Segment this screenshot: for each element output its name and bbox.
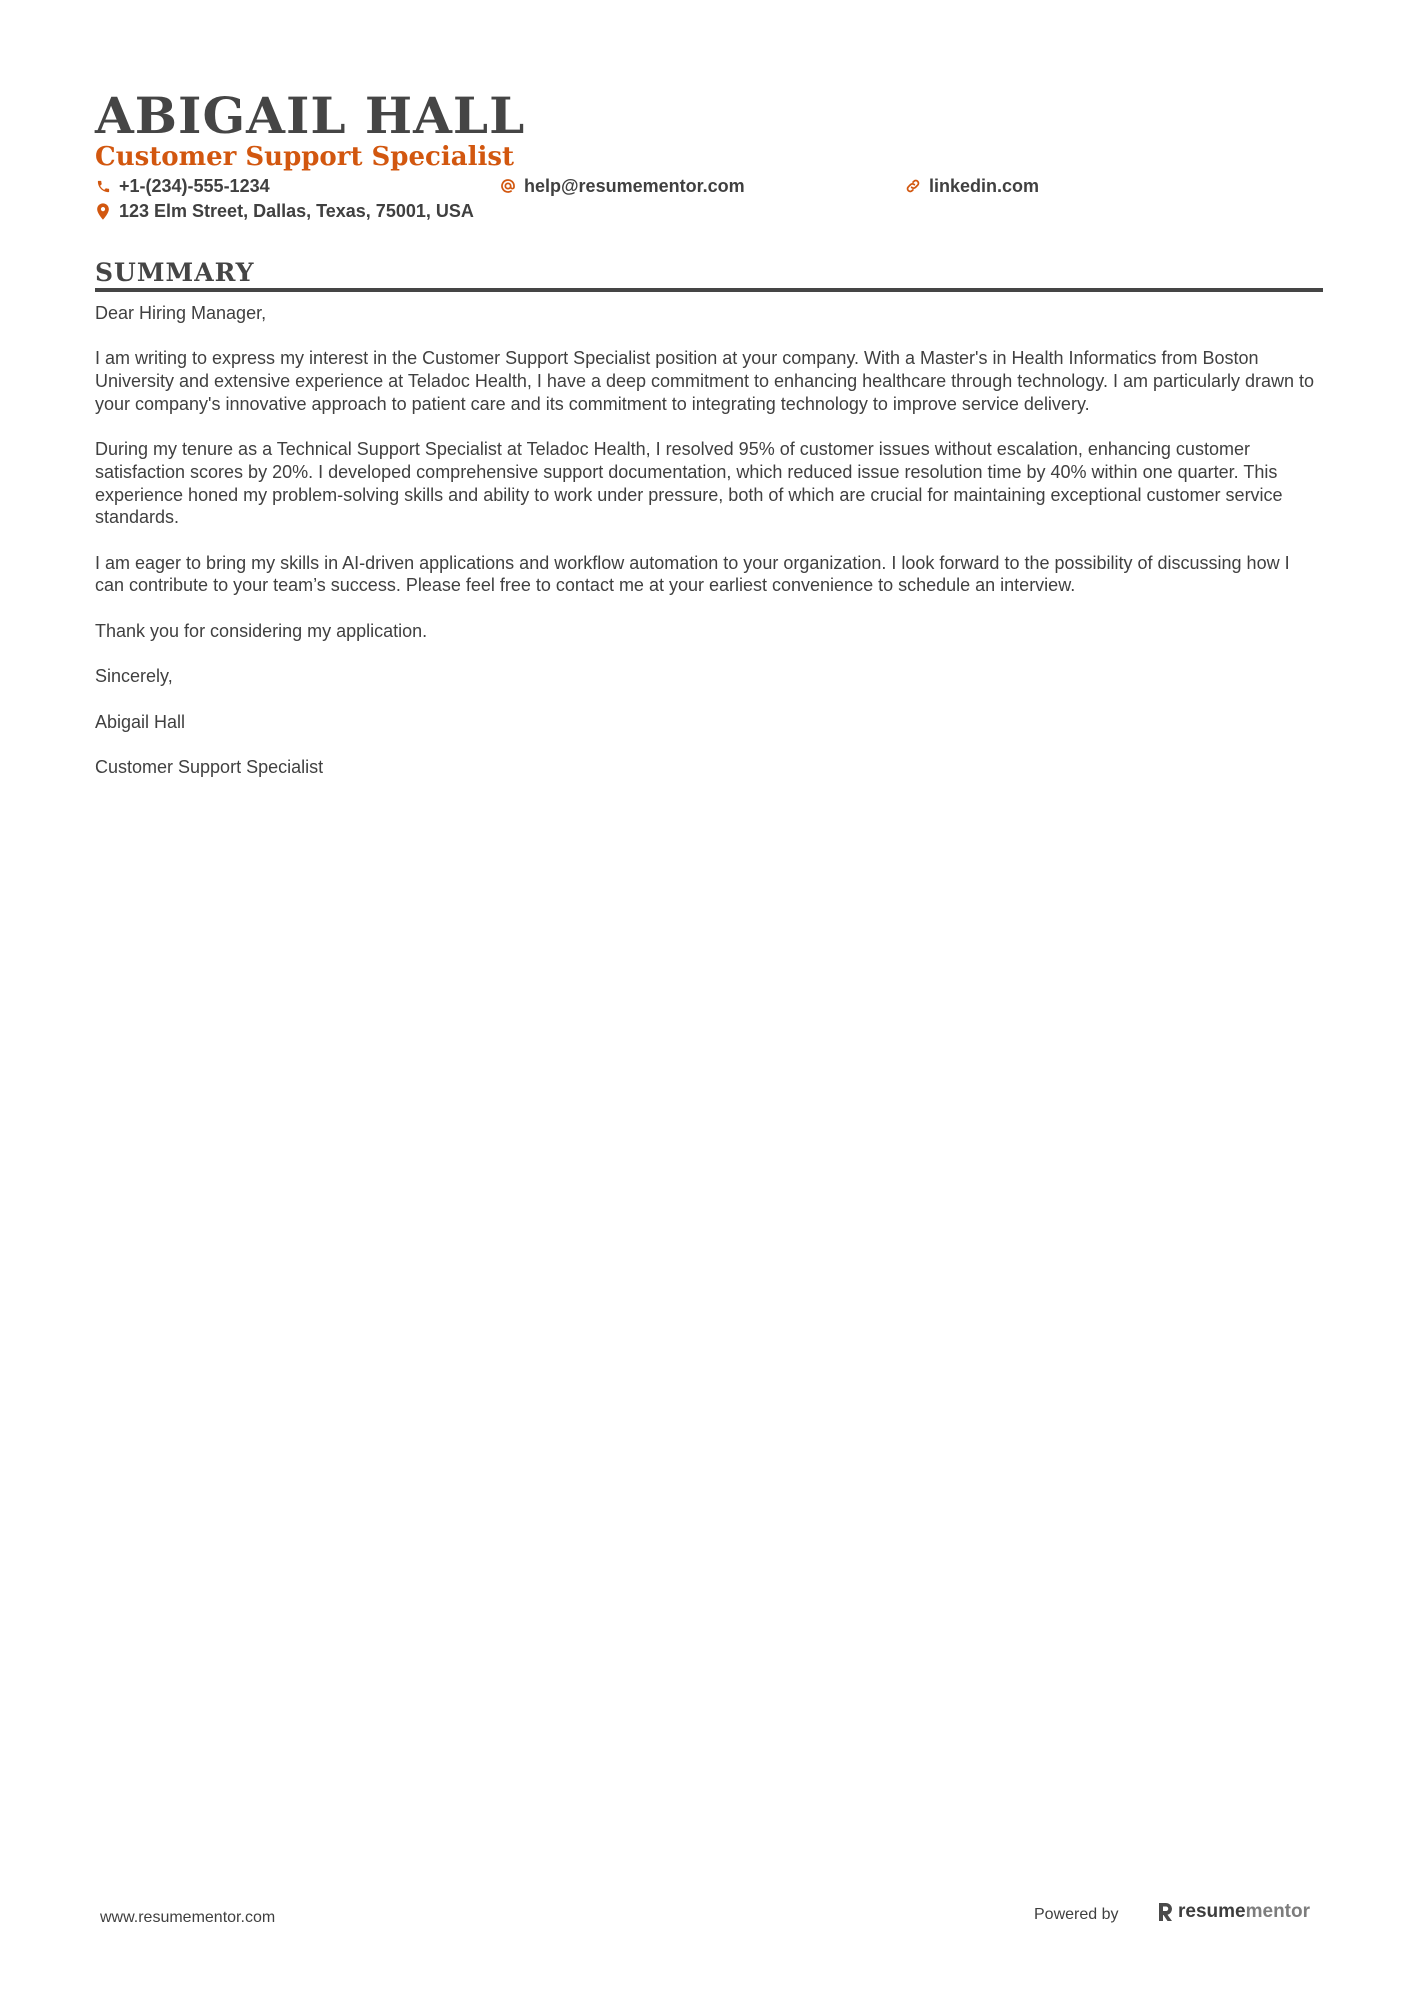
brand-name-part2: mentor xyxy=(1245,1901,1311,1922)
address-contact xyxy=(95,200,474,222)
linkedin-link[interactable]: linkedin.com xyxy=(929,176,1040,196)
letter-paragraph: I am writing to express my interest in the Customer Support Specialist position at your company. With a Master's in Health Informatics from Boston University and extensive experience at Teladoc Health, I have a deep commitment to enhancing healthcare through technology. I am particularly drawn to your company's innovative approach to patient care and its commitment to integrating technology to improve service delivery. xyxy=(95,348,1315,414)
letter-paragraph: I am eager to bring my skills in AI-driven applications and workflow automation to your organization. I look forward to the possibility of discussing how I can contribute to your team’s success. Please feel free to contact me at your earliest convenience to schedule an interview. xyxy=(95,552,1290,596)
address-text: 123 Elm Street, Dallas, Texas, 75001, USA xyxy=(119,201,474,221)
section-title: SUMMARY xyxy=(95,258,255,287)
letter-body xyxy=(95,302,1323,801)
website-contact xyxy=(905,175,1039,197)
letter-closing: Sincerely, xyxy=(95,666,173,687)
applicant-name: ABIGAIL HALL xyxy=(95,86,526,145)
section-divider xyxy=(95,288,1323,292)
footer-website-link[interactable]: www.resumementor.com xyxy=(100,1909,276,1926)
powered-by-label: Powered by xyxy=(1034,1906,1119,1923)
brand-logo[interactable] xyxy=(1156,1901,1310,1923)
location-pin-icon xyxy=(95,202,111,220)
signature-title: Customer Support Specialist xyxy=(95,756,324,777)
phone-number: +1-(234)-555-1234 xyxy=(119,176,270,196)
phone-contact xyxy=(95,175,270,197)
email-contact xyxy=(500,175,745,197)
letter-greeting: Dear Hiring Manager, xyxy=(95,303,267,323)
letter-paragraph: During my tenure as a Technical Support Specialist at Teladoc Health, I resolved 95% of customer issues without escalation, enhancing customer satisfaction scores by 20%. I developed comprehensive support documentation, which reduced issue resolution time by 40% within one quarter. This experience honed my problem-solving skills and ability to work under pressure, both of which are crucial for maintaining exceptional customer service standards. xyxy=(95,439,1283,528)
resumementor-logo-icon xyxy=(1156,1901,1174,1923)
applicant-role: Customer Support Specialist xyxy=(95,142,514,172)
email-link[interactable]: help@resumementor.com xyxy=(524,176,745,196)
signature-name: Abigail Hall xyxy=(95,711,186,732)
link-icon xyxy=(905,177,921,195)
phone-icon xyxy=(95,177,111,195)
brand-name-part1: resume xyxy=(1178,1901,1246,1922)
at-icon xyxy=(500,177,516,195)
letter-paragraph: Thank you for considering my application. xyxy=(95,620,428,641)
